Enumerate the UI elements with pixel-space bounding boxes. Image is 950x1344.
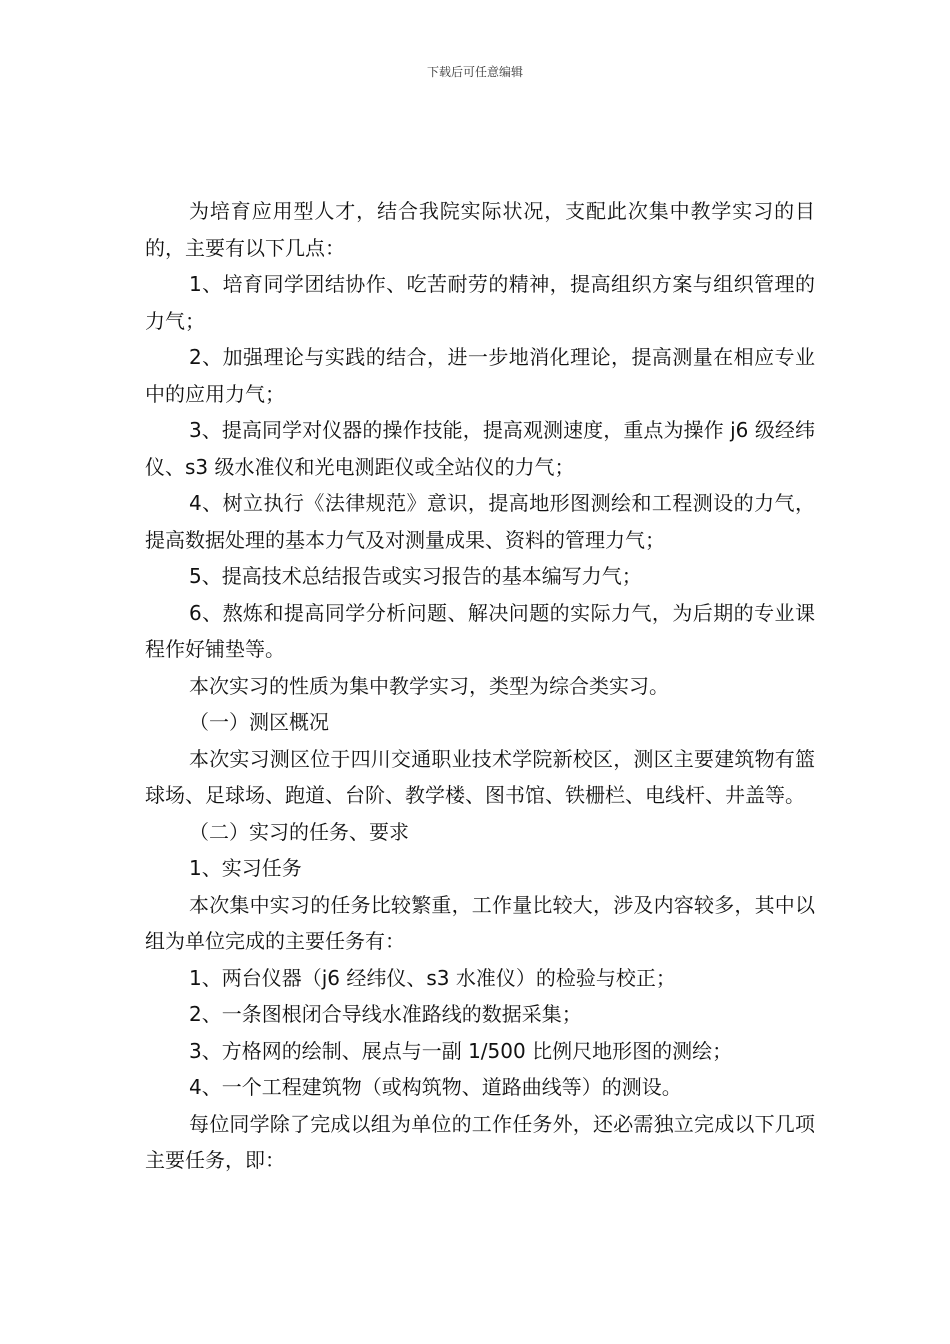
- list-item-task-4: 4、一个工程建筑物（或构筑物、道路曲线等）的测设。: [189, 1075, 682, 1099]
- list-item-goal-2: 2、加强理论与实践的结合，进一步地消化理论，提高测量在相应专业中的应用力气；: [145, 345, 815, 406]
- document-body: [145, 193, 815, 1179]
- list-item-task-1: 1、两台仪器（j6 经纬仪、s3 水准仪）的检验与校正；: [189, 965, 676, 990]
- section-heading-survey-area: （一）测区概况: [189, 710, 329, 734]
- list-item-goal-4: 4、树立执行《法律规范》意识，提高地形图测绘和工程测设的力气，提高数据处理的基本力气及对测量成果、资料的管理力气；: [145, 491, 815, 552]
- list-item-goal-3: 3、提高同学对仪器的操作技能，提高观测速度，重点为操作 j6 级经纬仪、s3 级水准仪和光电测距仪或全站仪的力气；: [145, 418, 815, 479]
- subsection-heading-tasks: 1、实习任务: [189, 856, 302, 880]
- list-item-task-3: 3、方格网的绘制、展点与一副 1/500 比例尺地形图的测绘；: [189, 1038, 733, 1063]
- list-item-goal-5: 5、提高技术总结报告或实习报告的基本编写力气；: [189, 564, 642, 588]
- list-item-goal-1: 1、培育同学团结协作、吃苦耐劳的精神，提高组织方案与组织管理的力气；: [145, 272, 815, 333]
- section-heading-tasks: （二）实习的任务、要求: [189, 819, 409, 844]
- list-item-task-2: 2、一条图根闭合导线水准路线的数据采集；: [189, 1002, 582, 1026]
- paragraph-individual-tasks: 每位同学除了完成以组为单位的工作任务外，还必需独立完成以下几项主要任务，即：: [145, 1111, 815, 1172]
- paragraph-survey-area: 本次实习测区位于四川交通职业技术学院新校区，测区主要建筑物有篮球场、足球场、跑道、台阶、教学楼、图书馆、铁栅栏、电线杆、井盖等。: [145, 746, 815, 807]
- paragraph-nature: 本次实习的性质为集中教学实习，类型为综合类实习。: [189, 673, 669, 698]
- page-header: 下载后可任意编辑: [426, 65, 523, 79]
- list-item-goal-6: 6、熬炼和提高同学分析问题、解决问题的实际力气，为后期的专业课程作好铺垫等。: [145, 600, 815, 661]
- paragraph-intro: 为培育应用型人才，结合我院实际状况，支配此次集中教学实习的目的，主要有以下几点：: [145, 199, 815, 260]
- paragraph-tasks-intro: 本次集中实习的任务比较繁重，工作量比较大，涉及内容较多，其中以组为单位完成的主要任务有：: [145, 892, 815, 953]
